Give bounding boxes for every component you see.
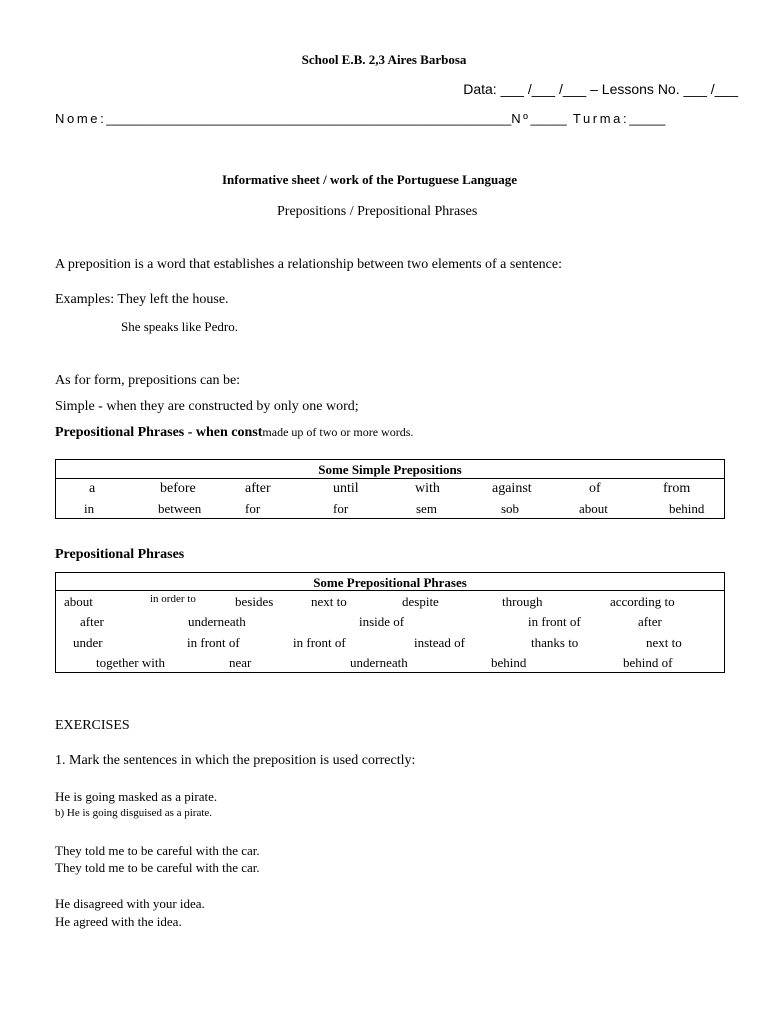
table-cell: in front of — [293, 635, 346, 650]
prepositional-phrases-table — [55, 572, 725, 673]
table-divider — [56, 590, 724, 591]
sentence: They told me to be careful with the car. — [55, 843, 260, 858]
examples-line — [55, 293, 229, 307]
table-cell: behind — [491, 655, 527, 670]
number-blank: _____ — [530, 111, 567, 126]
table-cell: for — [333, 501, 349, 516]
table-cell: for — [245, 501, 261, 516]
phrases-table-title: Some Prepositional Phrases — [313, 575, 467, 590]
table-cell: in — [84, 501, 95, 516]
table-cell: inside of — [359, 614, 405, 629]
table-cell: despite — [402, 594, 439, 609]
table-cell: sem — [416, 501, 437, 516]
table-cell: after — [638, 614, 662, 629]
definition-text: A preposition is a word that establishes a relationship between two elements of a sentence: — [55, 257, 562, 272]
phrases-definition-rest: made up of two or more words. — [262, 425, 414, 439]
table-cell: according to — [610, 594, 675, 609]
class-label: Turma: — [572, 111, 630, 126]
date-line: Data: ___ /___ /___ – Lessons No. ___ /___ — [463, 81, 738, 97]
example-2: She speaks like Pedro. — [121, 319, 238, 334]
table-cell: next to — [311, 594, 347, 609]
table-cell: under — [73, 635, 103, 650]
table-cell: in front of — [187, 635, 240, 650]
form-intro: As for form, prepositions can be: — [55, 373, 241, 388]
table-cell: next to — [646, 635, 682, 650]
table-cell: until — [333, 481, 359, 496]
question-1: 1. Mark the sentences in which the preposition is used correctly: — [55, 753, 416, 768]
simple-prepositions-table — [55, 459, 725, 519]
table-cell: after — [245, 481, 271, 496]
simple-table-title: Some Simple Prepositions — [318, 462, 462, 477]
simple-definition: Simple - when they are constructed by only one word; — [55, 399, 359, 414]
table-cell: sob — [501, 501, 520, 516]
exercises-heading: EXERCISES — [55, 718, 130, 733]
table-cell: through — [502, 594, 543, 609]
table-cell: near — [229, 655, 252, 670]
page-title: Informative sheet / work of the Portuguese Language — [222, 172, 517, 187]
table-cell: with — [415, 481, 440, 496]
class-blank: _____ — [629, 111, 666, 126]
table-cell: in front of — [528, 614, 581, 629]
table-cell: from — [663, 481, 691, 496]
school-name: School E.B. 2,3 Aires Barbosa — [301, 52, 467, 67]
table-cell: behind — [669, 501, 705, 516]
examples-label: Examples: — [55, 292, 115, 307]
name-line — [55, 112, 665, 125]
table-cell: about — [579, 501, 608, 516]
table-cell: of — [589, 481, 601, 496]
sentence: They told me to be careful with the car. — [55, 860, 260, 875]
table-cell: instead of — [414, 635, 465, 650]
table-cell: between — [158, 501, 202, 516]
table-cell: together with — [96, 655, 165, 670]
phrases-definition-bold: Prepositional Phrases - when const — [55, 425, 263, 440]
table-cell: after — [80, 614, 104, 629]
table-cell: thanks to — [531, 635, 579, 650]
example-1: They left the house. — [117, 292, 229, 307]
name-blank: ________________________________________________________ — [106, 111, 512, 126]
table-cell: a — [89, 481, 96, 496]
sentence: He is going masked as a pirate. — [55, 789, 218, 804]
table-cell: besides — [235, 594, 274, 609]
table-cell: against — [492, 481, 532, 496]
name-label: Nome: — [55, 111, 107, 126]
table-cell: in order to — [150, 593, 196, 605]
table-divider — [56, 478, 724, 479]
phrases-definition — [55, 426, 413, 440]
table-cell: about — [64, 594, 93, 609]
number-label: Nº — [511, 111, 531, 126]
table-cell: behind of — [623, 655, 673, 670]
table-cell: before — [160, 481, 196, 496]
sentence: He disagreed with your idea. — [55, 896, 205, 911]
table-cell: underneath — [188, 614, 246, 629]
sentence: He agreed with the idea. — [55, 914, 182, 929]
phrases-heading: Prepositional Phrases — [55, 547, 185, 562]
sentence: b) He is going disguised as a pirate. — [55, 807, 213, 819]
table-cell: underneath — [350, 655, 408, 670]
page-subtitle: Prepositions / Prepositional Phrases — [277, 204, 478, 219]
